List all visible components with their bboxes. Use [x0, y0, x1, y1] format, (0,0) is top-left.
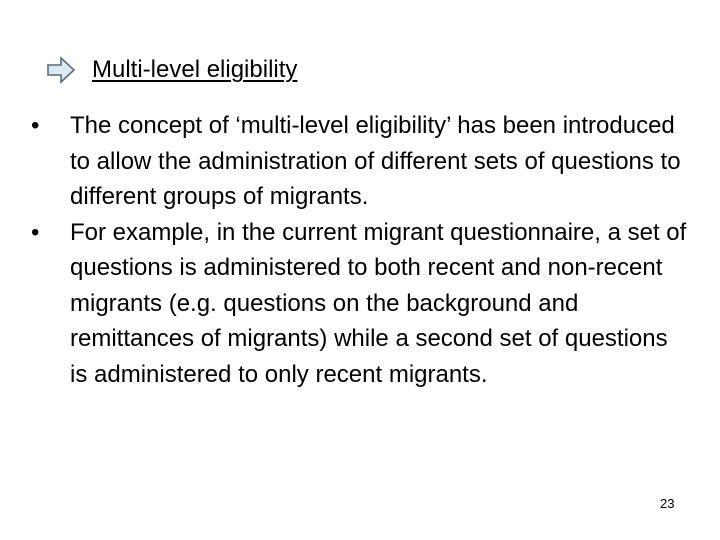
bullet-marker: • [31, 218, 40, 246]
bullet-text: The concept of ‘multi-level eligibility’ has been introduced to allow the administration of different sets of questions to different groups of migrants. [70, 112, 681, 210]
title-row [46, 52, 297, 88]
right-arrow-icon [46, 55, 76, 85]
page-number: 23 [660, 496, 675, 511]
slide-title: Multi-level eligibility [92, 56, 298, 83]
bullet-item [0, 108, 720, 215]
bullet-marker: • [31, 112, 40, 139]
bullet-item [0, 215, 720, 393]
bullet-list [0, 108, 720, 392]
bullet-text: For example, in the current migrant questionnaire, a set of questions is administered to both recent and non-recent migrants (e.g. questions on the background and remittances of migrants) while a second set of questions is administered to only recent migrants. [70, 218, 687, 388]
